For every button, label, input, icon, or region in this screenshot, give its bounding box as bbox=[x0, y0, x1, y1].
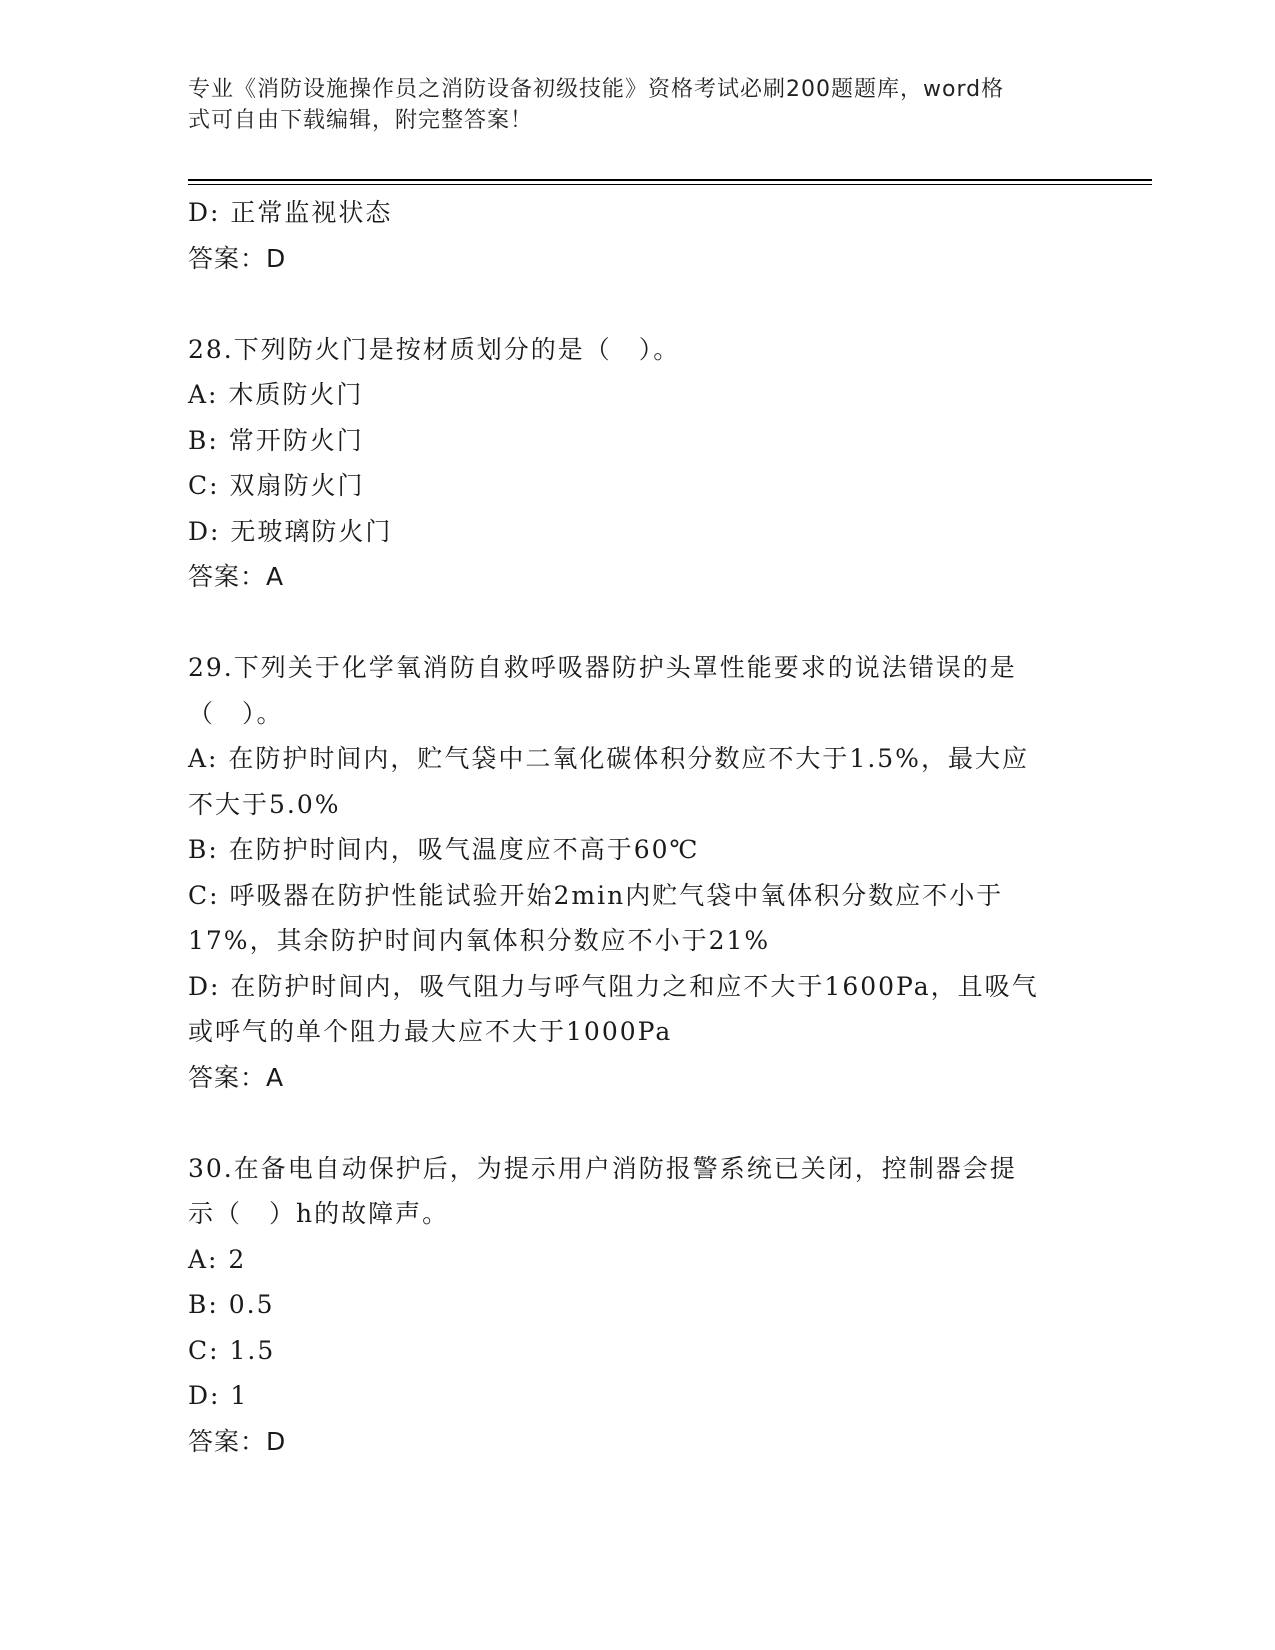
answer-line: 答案：D bbox=[188, 1426, 287, 1456]
question-29 bbox=[188, 645, 1088, 1100]
question-stem-cont: （ ）。 bbox=[188, 698, 284, 728]
option-c: C: 双扇防火门 bbox=[188, 471, 365, 500]
question-stem-cont: 示（ ）h的故障声。 bbox=[188, 1199, 450, 1228]
option-a: A: 2 bbox=[188, 1244, 247, 1274]
question-stem: 28.下列防火门是按材质划分的是（ ）。 bbox=[188, 334, 681, 364]
header-line-1: 专业《消防设施操作员之消防设备初级技能》资格考试必刷200题题库，word格 bbox=[188, 77, 1005, 102]
spacer bbox=[188, 600, 1088, 646]
option-d-cont: 或呼气的单个阻力最大应不大于1000Pa bbox=[188, 1017, 673, 1046]
option-a: A: 在防护时间内，贮气袋中二氧化碳体积分数应不大于1.5%，最大应 bbox=[188, 744, 1029, 773]
spacer bbox=[188, 1100, 1088, 1146]
option-b: B: 常开防火门 bbox=[188, 425, 364, 455]
previous-question-tail bbox=[188, 190, 1088, 281]
option-d: D: 1 bbox=[188, 1381, 249, 1410]
answer-line: 答案：D bbox=[188, 243, 287, 273]
option-c: C: 呼吸器在防护性能试验开始2min内贮气袋中氧体积分数应不小于 bbox=[188, 880, 1004, 910]
option-d: D: 正常监视状态 bbox=[188, 198, 393, 227]
option-b: B: 在防护时间内，吸气温度应不高于60℃ bbox=[188, 835, 700, 864]
option-b: B: 0.5 bbox=[188, 1290, 275, 1319]
option-a: A: 木质防火门 bbox=[188, 380, 364, 409]
option-a-cont: 不大于5.0% bbox=[188, 789, 341, 819]
question-content bbox=[188, 190, 1088, 1464]
question-28 bbox=[188, 327, 1088, 600]
document-header bbox=[188, 74, 1068, 136]
option-d: D: 在防护时间内，吸气阻力与呼气阻力之和应不大于1600Pa，且吸气 bbox=[188, 971, 1039, 1001]
question-stem: 29.下列关于化学氧消防自救呼吸器防护头罩性能要求的说法错误的是 bbox=[188, 653, 1017, 682]
option-c: C: 1.5 bbox=[188, 1335, 276, 1365]
header-line-2: 式可自由下载编辑，附完整答案！ bbox=[188, 108, 534, 133]
option-d: D: 无玻璃防火门 bbox=[188, 516, 393, 546]
answer-line: 答案：A bbox=[188, 562, 285, 591]
question-30 bbox=[188, 1146, 1088, 1465]
answer-line: 答案：A bbox=[188, 1062, 285, 1092]
option-c-cont: 17%，其余防护时间内氧体积分数应不小于21% bbox=[188, 926, 771, 955]
question-stem: 30.在备电自动保护后，为提示用户消防报警系统已关闭，控制器会提 bbox=[188, 1153, 1017, 1183]
header-divider bbox=[188, 179, 1152, 181]
header-divider-thin bbox=[188, 184, 1152, 185]
spacer bbox=[188, 281, 1088, 327]
